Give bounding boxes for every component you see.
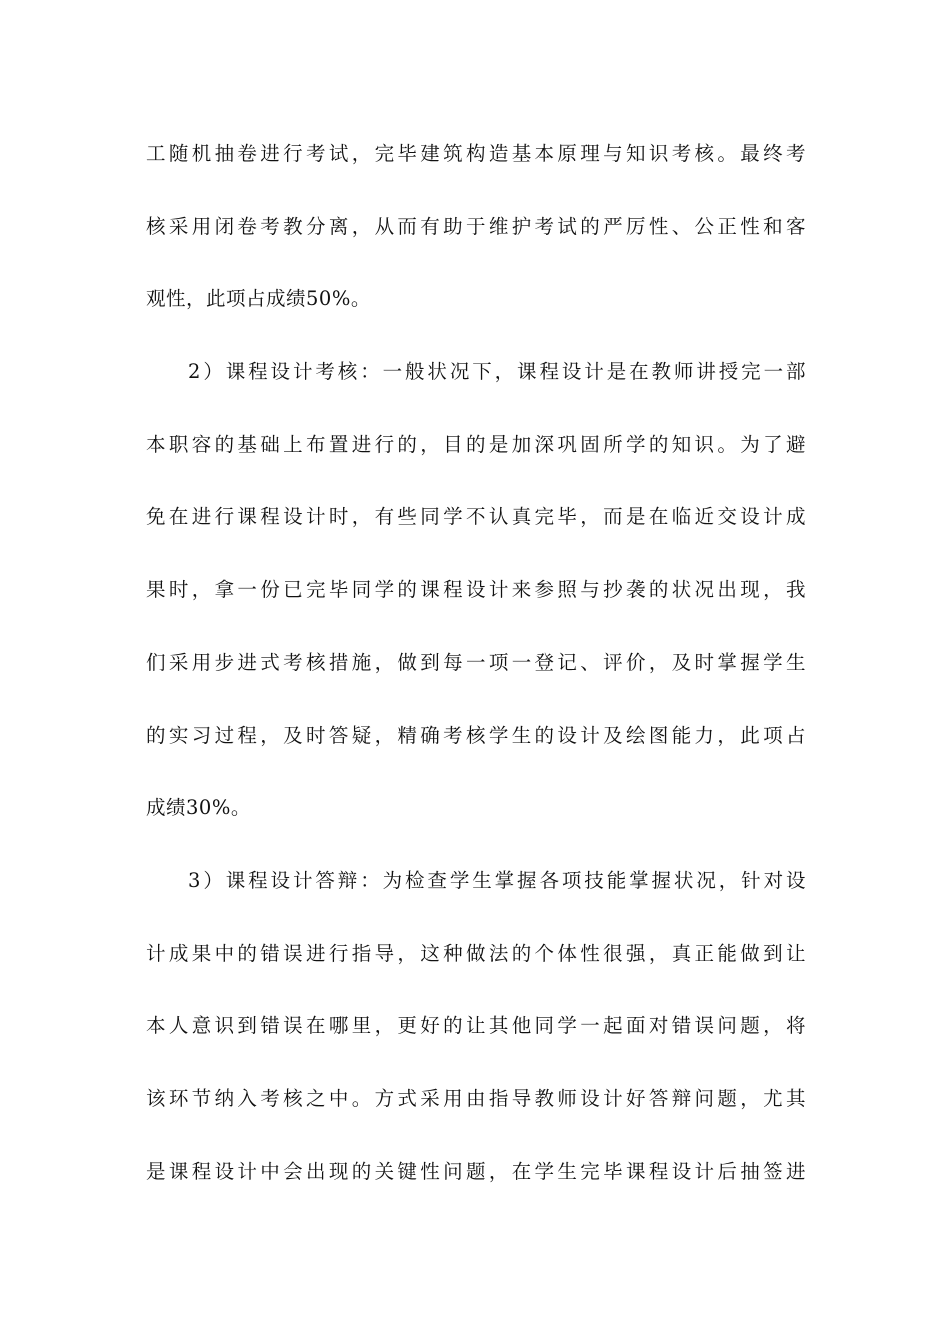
text-line: 观性，此项占成绩50%。: [146, 287, 371, 311]
text-line: 核采用闭卷考教分离，从而有助于维护考试的严厉性、公正性和客: [146, 214, 806, 238]
text-line: 工随机抽卷进行考试，完毕建筑构造基本原理与知识考核。最终考: [146, 142, 806, 165]
text-line: 们采用步进式考核措施，做到每一项一登记、评价，及时掌握学生: [146, 650, 806, 674]
text-line: 果时，拿一份已完毕同学的课程设计来参照与抄袭的状况出现，我: [146, 578, 806, 602]
text-line: 本人意识到错误在哪里，更好的让其他同学一起面对错误问题，将: [146, 1014, 806, 1038]
text-line: 2）课程设计考核：一般状况下，课程设计是在教师讲授完一部: [188, 360, 806, 384]
body-text: [146, 134, 806, 1224]
text-line: 是课程设计中会出现的关键性问题，在学生完毕课程设计后抽签进: [146, 1159, 806, 1183]
text-line: 3）课程设计答辩：为检查学生掌握各项技能掌握状况，针对设: [188, 868, 806, 892]
text-line: 计成果中的错误进行指导，这种做法的个体性很强，真正能做到让: [146, 941, 806, 965]
text-line: 的实习过程，及时答疑，精确考核学生的设计及绘图能力，此项占: [146, 723, 806, 747]
text-line: 该环节纳入考核之中。方式采用由指导教师设计好答辩问题，尤其: [146, 1086, 806, 1110]
text-line: 成绩30%。: [146, 796, 251, 820]
text-line: 免在进行课程设计时，有些同学不认真完毕，而是在临近交设计成: [146, 505, 806, 529]
text-line: 本职容的基础上布置进行的，目的是加深巩固所学的知识。为了避: [146, 432, 806, 456]
